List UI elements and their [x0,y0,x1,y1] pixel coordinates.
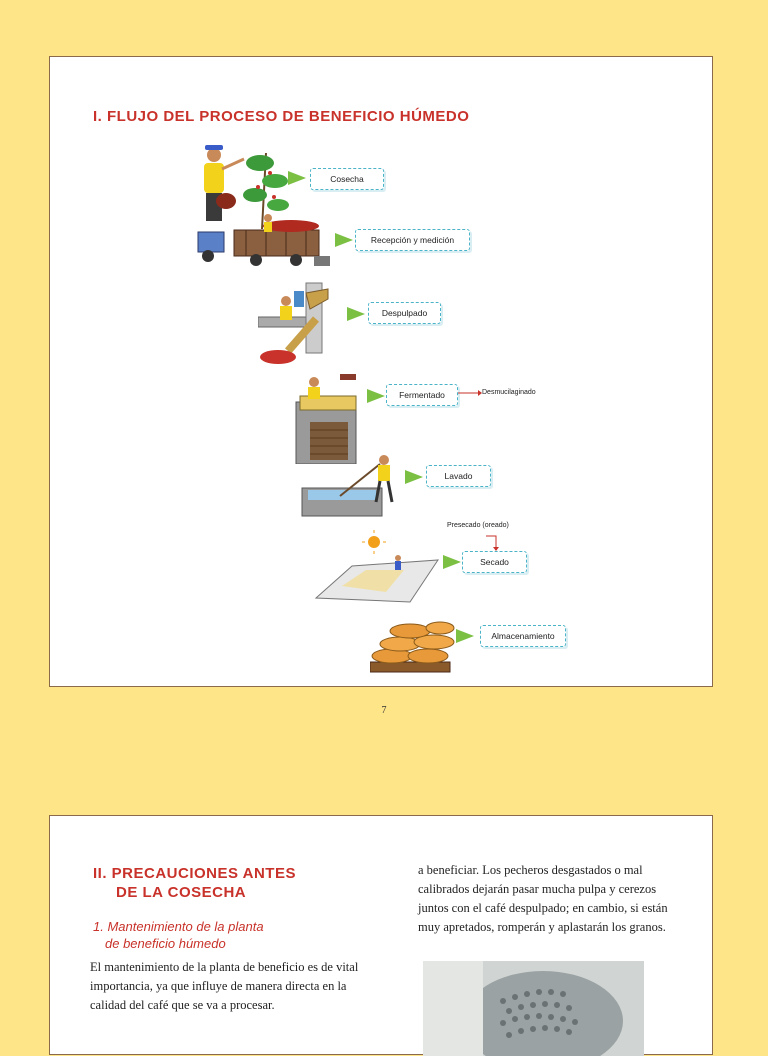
section-title-line1: II. PRECAUCIONES ANTES [93,865,296,882]
step-lavado: Lavado [426,465,491,487]
step-fermentado: Fermentado [386,384,458,406]
reception-illustration [196,212,331,272]
section-title: I. FLUJO DEL PROCESO DE BENEFICIO HÚMEDO [93,108,470,125]
body-paragraph-left: El mantenimiento de la planta de beneficio es de vital importancia, ya que influye de manera directa en la calidad del café que se va a procesar. [90,960,359,1012]
subsection-title-line2: de beneficio húmedo [105,936,226,951]
step-recepcion-medicion: Recepción y medición [355,229,470,251]
pulper-cylinder-image [423,961,644,1056]
step-secado: Secado [462,551,527,573]
subsection-title-line1: 1. Mantenimiento de la planta [93,919,264,934]
step-almacenamiento: Almacenamiento [480,625,566,647]
section-title-line2: DE LA COSECHA [116,884,247,901]
drying-illustration [312,530,442,604]
note-presecado: Presecado (oreado) [447,522,509,529]
document-page-8 [49,815,713,1055]
flow-arrow [347,307,365,321]
step-cosecha: Cosecha [310,168,384,190]
step-despulpado: Despulpado [368,302,441,324]
flow-arrow [456,629,474,643]
storage-illustration [370,612,456,674]
fermentation-illustration [294,372,364,464]
flow-arrow [288,171,306,185]
washing-illustration [300,452,400,520]
pulper-photo [423,961,644,1056]
section-title [93,864,296,902]
flow-arrow [335,233,353,247]
subsection-title [93,918,264,952]
page-number: 7 [381,705,387,716]
branch-arrow [486,533,502,551]
flow-arrow [405,470,423,484]
flow-arrow [443,555,461,569]
flow-arrow [367,389,385,403]
note-desmucilaginado: Desmucilaginado [482,389,536,396]
pulping-illustration [258,279,340,367]
body-paragraph-right: a beneficiar. Los pecheros desgastados o mal calibrados dejarán pasar mucha pulpa y cerezos juntos con el café despulpado; en cambio, si están muy apretados, romperán y aplastarán los granos. [418,863,668,934]
branch-arrow [458,388,482,398]
document-page-7 [49,56,713,687]
